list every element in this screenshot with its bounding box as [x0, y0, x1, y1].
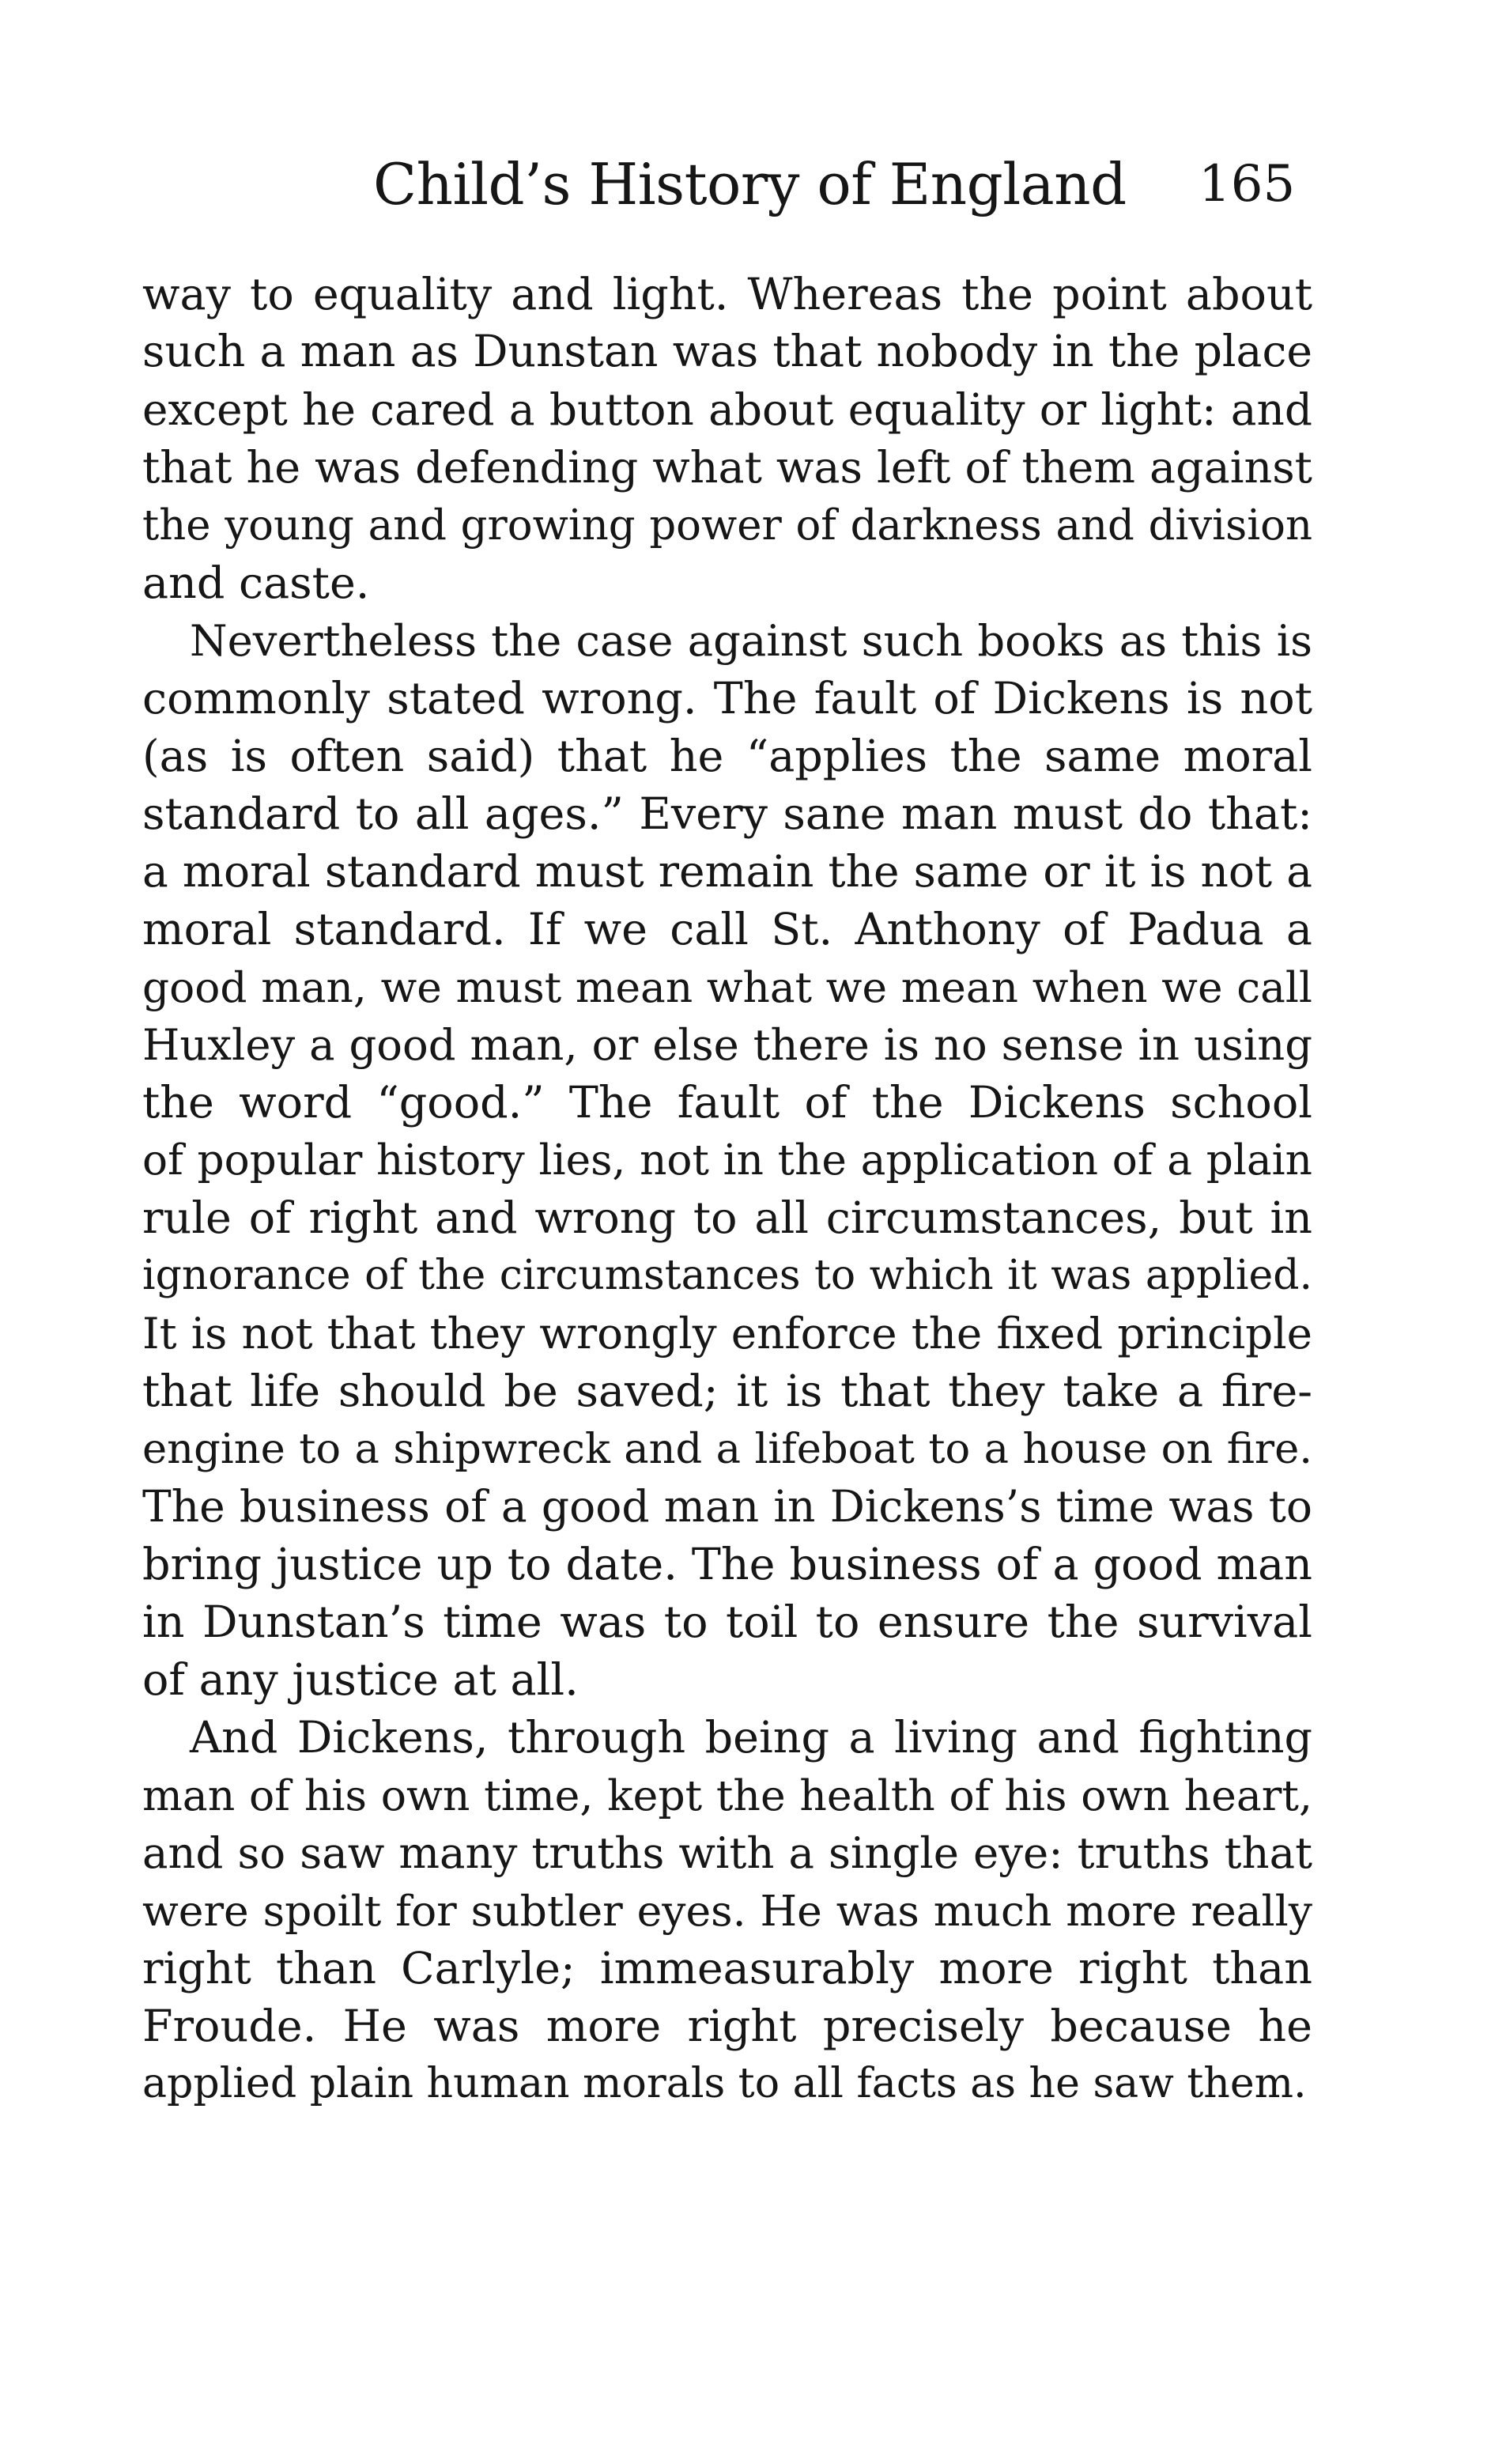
text-line: Huxley a good man, or else there is no sense in using: [142, 1020, 1312, 1070]
text-line: Nevertheless the case against such books as this is: [190, 616, 1312, 666]
paragraph: [142, 1709, 1312, 2113]
text-line: of any justice at all.: [142, 1654, 579, 1706]
running-head: [0, 149, 1510, 220]
text-line: The business of a good man in Dickens’s time was to: [142, 1481, 1312, 1532]
text-line: that life should be saved; it is that they take a fire-: [142, 1366, 1312, 1417]
text-line: ignorance of the circumstances to which it was applied.: [142, 1252, 1312, 1299]
page-number: 165: [1199, 155, 1296, 214]
text-line: And Dickens, through being a living and fighting: [190, 1712, 1312, 1763]
text-line: It is not that they wrongly enforce the fixed principle: [142, 1308, 1312, 1359]
text-line: of popular history lies, not in the application of a plain: [142, 1136, 1312, 1185]
text-line: and caste.: [142, 557, 370, 609]
text-line: in Dunstan’s time was to toil to ensure the survival: [142, 1597, 1312, 1648]
text-line: and so saw many truths with a single eye: truths that: [142, 1827, 1312, 1878]
text-line: commonly stated wrong. The fault of Dickens is not: [142, 673, 1312, 724]
body-text: [142, 266, 1312, 2113]
text-line: a moral standard must remain the same or it is not a: [142, 846, 1312, 897]
text-line: such a man as Dunstan was that nobody in the place: [142, 327, 1312, 377]
paragraph: [142, 612, 1312, 1709]
text-line: man of his own time, kept the health of his own heart,: [142, 1771, 1312, 1820]
text-line: Froude. He was more right precisely because he: [142, 2001, 1312, 2052]
text-line: were spoilt for subtler eyes. He was much more really: [142, 1886, 1312, 1936]
paragraph: [142, 266, 1312, 612]
text-line: good man, we must mean what we mean when we call: [142, 962, 1312, 1012]
text-line: standard to all ages.” Every sane man must do that:: [142, 788, 1312, 840]
text-line: way to equality and light. Whereas the point about: [142, 269, 1312, 320]
text-line: except he cared a button about equality or light: and: [142, 384, 1312, 435]
running-title: Child’s History of England: [373, 151, 1127, 217]
text-line: that he was defending what was left of them against: [142, 442, 1312, 493]
text-line: rule of right and wrong to all circumstances, but in: [142, 1192, 1312, 1244]
text-line: moral standard. If we call St. Anthony of Padua a: [142, 904, 1312, 955]
text-line: (as is often said) that he “applies the same moral: [142, 731, 1312, 782]
text-line: applied plain human morals to all facts as he saw them.: [142, 2060, 1307, 2107]
text-line: right than Carlyle; immeasurably more right than: [142, 1943, 1312, 1994]
text-line: the young and growing power of darkness and division: [142, 501, 1312, 550]
text-line: bring justice up to date. The business of a good man: [142, 1539, 1312, 1590]
text-line: the word “good.” The fault of the Dickens school: [142, 1077, 1312, 1128]
text-line: engine to a shipwreck and a lifeboat to a house on fire.: [142, 1425, 1312, 1473]
